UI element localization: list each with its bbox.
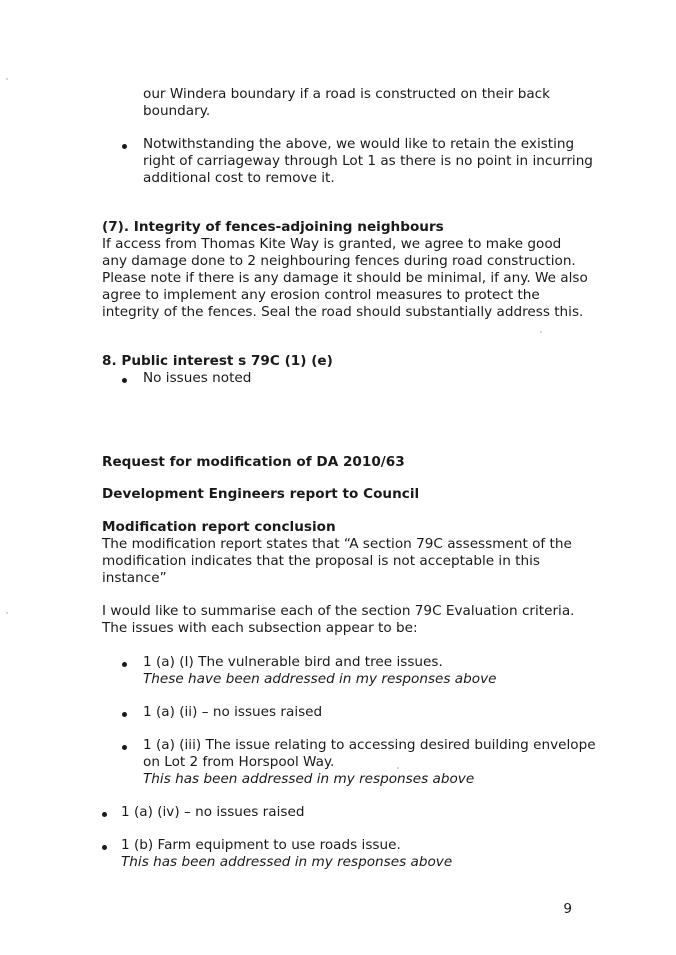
bullet-icon (122, 144, 127, 149)
criteria-text: 1 (a) (iii) The issue relating to accessing desired building envelope (143, 737, 596, 753)
text-line: right of carriageway through Lot 1 as there is no point in incurring (143, 153, 593, 169)
bullet-icon (122, 662, 127, 667)
bullet-icon (102, 812, 107, 817)
conclusion-heading: Modification report conclusion (102, 519, 336, 535)
section-8-bullet-text: No issues noted (143, 370, 252, 386)
criteria-note: These have been addressed in my responses above (143, 671, 497, 687)
criteria-text: 1 (a) (ii) – no issues raised (143, 704, 323, 720)
bullet-icon (122, 378, 127, 383)
scan-speck (6, 612, 8, 614)
text-line: The modification report states that “A section 79C assessment of the (102, 536, 572, 552)
criteria-text: 1 (b) Farm equipment to use roads issue. (121, 837, 401, 853)
criteria-note: This has been addressed in my responses above (121, 854, 453, 870)
bullet-icon (102, 845, 107, 850)
criteria-item (143, 704, 322, 721)
scan-speck (397, 767, 399, 769)
section-8-heading: 8. Public interest s 79C (1) (e) (102, 353, 333, 369)
criteria-note: This has been addressed in my responses above (143, 771, 475, 787)
text-line: boundary. (143, 103, 211, 119)
criteria-text: 1 (a) (iv) – no issues raised (121, 804, 305, 820)
criteria-item (121, 804, 304, 821)
continuation-paragraph (143, 86, 550, 120)
request-heading: Request for modification of DA 2010/63 (102, 454, 405, 470)
text-line: Please note if there is any damage it should be minimal, if any. We also (102, 270, 588, 286)
text-line: I would like to summarise each of the section 79C Evaluation criteria. (102, 603, 575, 619)
text-line: our Windera boundary if a road is constructed on their back (143, 86, 550, 102)
text-line: additional cost to remove it. (143, 170, 335, 186)
scan-speck (540, 331, 542, 333)
criteria-item (143, 654, 496, 688)
section-7-paragraph (102, 236, 588, 321)
text-line: agree to implement any erosion control measures to protect the (102, 287, 540, 303)
text-line: any damage done to 2 neighbouring fences during road construction. (102, 253, 576, 269)
scan-speck (6, 78, 8, 80)
criteria-text: 1 (a) (I) The vulnerable bird and tree issues. (143, 654, 443, 670)
text-line: integrity of the fences. Seal the road should substantially address this. (102, 304, 584, 320)
criteria-text: on Lot 2 from Horspool Way. (143, 754, 335, 770)
criteria-item (121, 837, 452, 871)
bullet-icon (122, 712, 127, 717)
criteria-item (143, 737, 596, 788)
engineers-heading: Development Engineers report to Council (102, 486, 420, 502)
page-number: 9 (563, 901, 572, 917)
bullet-icon (122, 745, 127, 750)
summary-paragraph (102, 603, 575, 637)
text-line: instance” (102, 570, 167, 586)
text-line: The issues with each subsection appear to be: (102, 620, 418, 636)
text-line: Notwithstanding the above, we would like to retain the existing (143, 136, 575, 152)
text-line: modification indicates that the proposal is not acceptable in this (102, 553, 540, 569)
section-7-heading: (7). Integrity of fences-adjoining neighbours (102, 219, 444, 235)
text-line: If access from Thomas Kite Way is granted, we agree to make good (102, 236, 562, 252)
conclusion-paragraph (102, 536, 572, 587)
carriageway-bullet-text (143, 136, 593, 187)
